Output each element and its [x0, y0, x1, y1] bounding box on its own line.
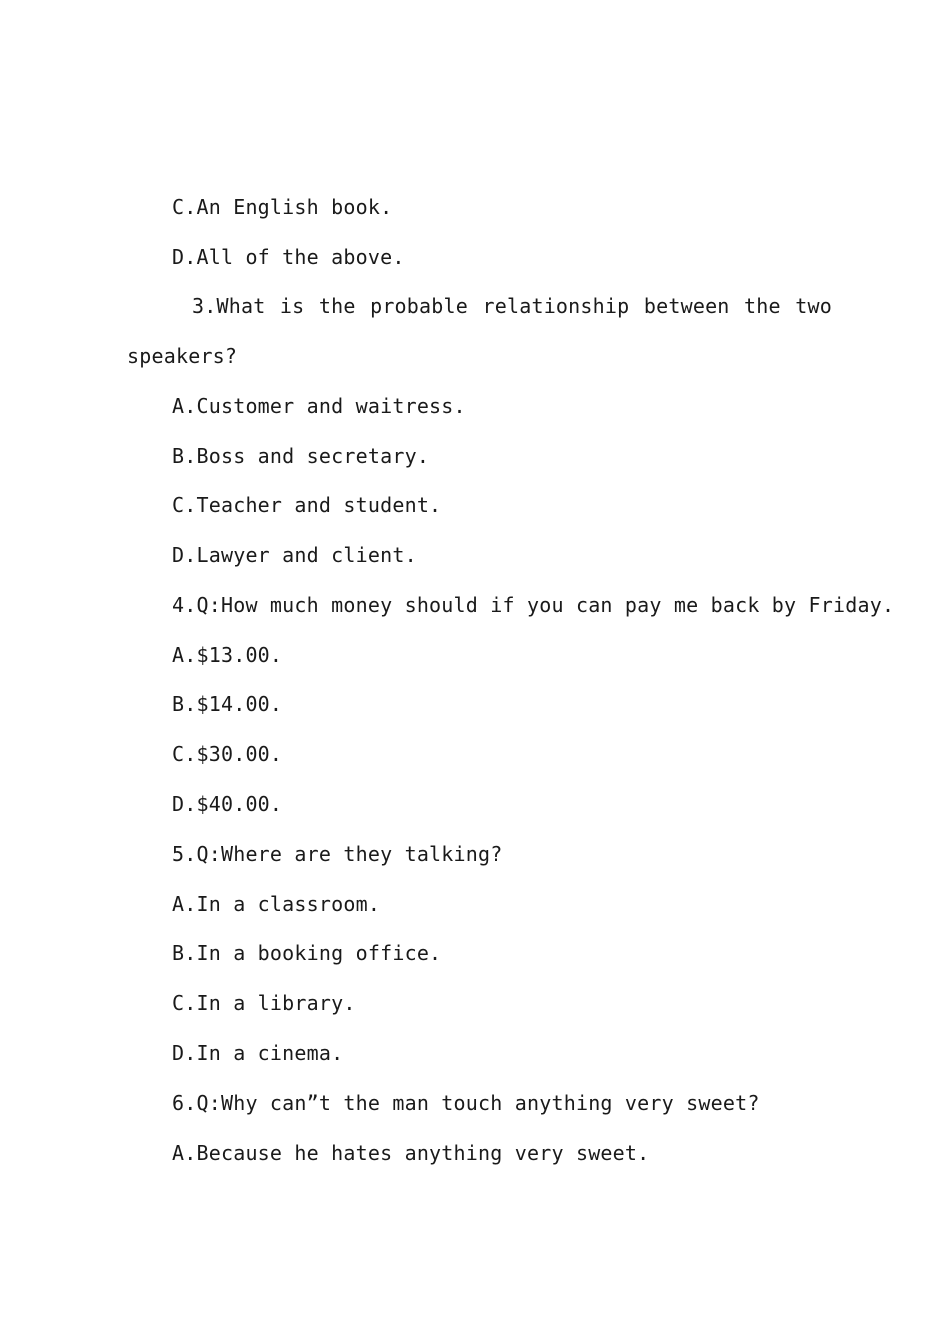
- option-b-q5: B.In a booking office.: [172, 941, 442, 965]
- q3-word: probable: [370, 294, 469, 318]
- q3-word: two: [795, 294, 832, 318]
- question-5: 5.Q:Where are they talking?: [172, 842, 503, 866]
- option-b-q4: B.$14.00.: [172, 692, 283, 716]
- question-6: 6.Q:Why can”t the man touch anything very sweet?: [172, 1091, 760, 1115]
- option-d-q3: D.Lawyer and client.: [172, 543, 417, 567]
- option-c-q4: C.$30.00.: [172, 742, 283, 766]
- q3-word: the: [744, 294, 781, 318]
- option-a-q3: A.Customer and waitress.: [172, 394, 466, 418]
- q3-word: between: [643, 294, 730, 318]
- option-d-q5: D.In a cinema.: [172, 1041, 344, 1065]
- option-d-q4: D.$40.00.: [172, 792, 283, 816]
- question-4: 4.Q:How much money should if you can pay me back by Friday.: [172, 593, 895, 617]
- option-b-q3: B.Boss and secretary.: [172, 444, 430, 468]
- q3-word: relationship: [482, 294, 630, 318]
- q3-word: the: [318, 294, 356, 318]
- option-a-q5: A.In a classroom.: [172, 892, 381, 916]
- q3-word: is: [279, 294, 305, 318]
- question-3-line-1: [192, 293, 832, 319]
- question-3-line-2: speakers?: [127, 344, 238, 368]
- option-c-q5: C.In a library.: [172, 991, 356, 1015]
- option-a-q6: A.Because he hates anything very sweet.: [172, 1141, 650, 1165]
- option-c-q3: C.Teacher and student.: [172, 493, 442, 517]
- option-a-q4: A.$13.00.: [172, 643, 283, 667]
- option-c-q2: C.An English book.: [172, 195, 393, 219]
- option-d-q2: D.All of the above.: [172, 245, 405, 269]
- q3-word: 3.What: [192, 294, 266, 318]
